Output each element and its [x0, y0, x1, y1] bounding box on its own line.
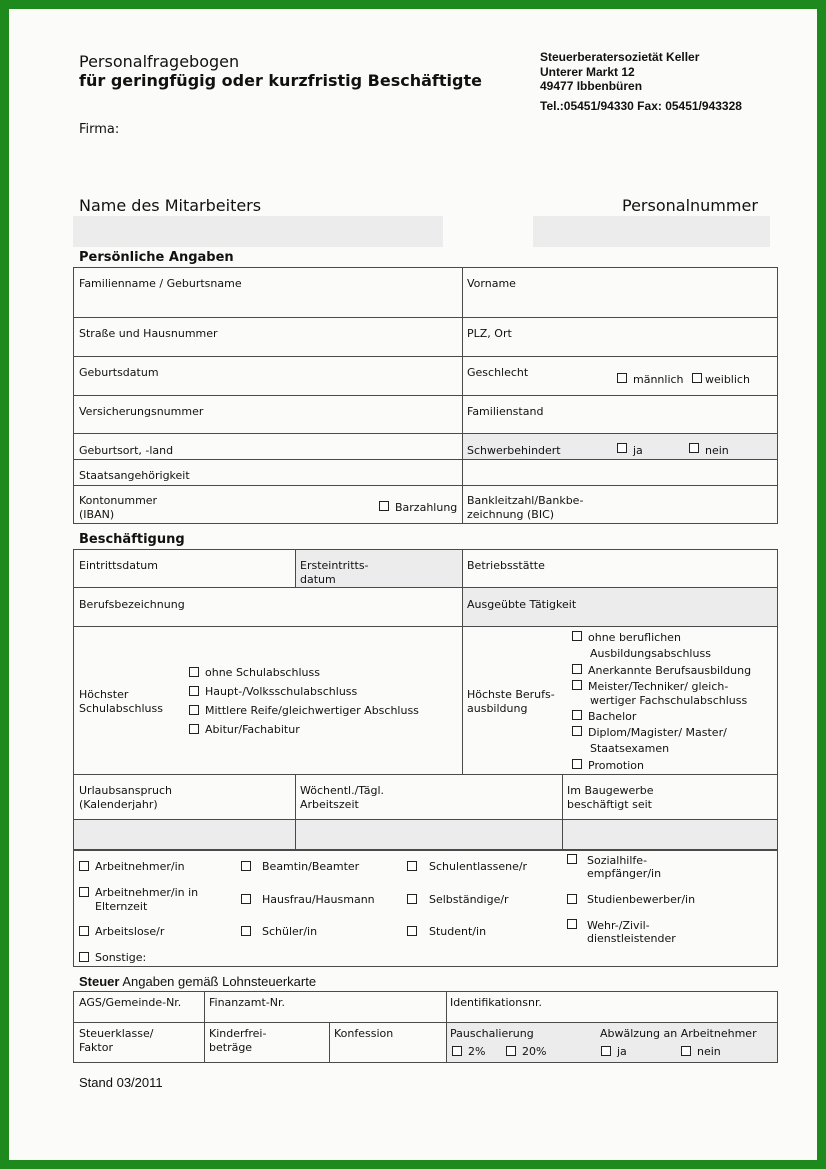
- school-option-checkbox[interactable]: [189, 705, 199, 715]
- form-subtitle: für geringfügig oder kurzfristig Beschäftigte: [79, 71, 482, 90]
- abwaelzung-label: Abwälzung an Arbeitnehmer: [600, 1027, 757, 1040]
- student-checkbox[interactable]: [407, 926, 417, 936]
- versicherungsnummer-label: Versicherungsnummer: [79, 405, 204, 418]
- wehrdienst-label-2: dienstleistender: [587, 932, 676, 945]
- vocational-option-label: Diplom/Magister/ Master/: [588, 726, 727, 739]
- barzahlung-checkbox[interactable]: [379, 501, 389, 511]
- schwerbehindert-ja-checkbox[interactable]: [617, 443, 627, 453]
- geschlecht-label: Geschlecht: [467, 366, 529, 379]
- stand-label: Stand 03/2011: [79, 1075, 163, 1090]
- schwerbehindert-ja-label: ja: [633, 444, 643, 457]
- selbstaendige-checkbox[interactable]: [407, 894, 417, 904]
- maennlich-label: männlich: [633, 373, 684, 386]
- studienbewerber-label: Studienbewerber/in: [587, 893, 696, 906]
- hours-input-row[interactable]: [74, 819, 777, 849]
- vocational-option-label: Promotion: [588, 759, 644, 772]
- beamtin-checkbox[interactable]: [241, 861, 251, 871]
- pauschal-2-checkbox[interactable]: [452, 1046, 462, 1056]
- baugewerbe-label-2: beschäftigt seit: [567, 798, 652, 811]
- pauschalierung-label: Pauschalierung: [450, 1027, 534, 1040]
- finanzamt-label: Finanzamt-Nr.: [209, 996, 286, 1009]
- vocational-option-checkbox[interactable]: [572, 680, 582, 690]
- berufsbezeichnung-label: Berufsbezeichnung: [79, 598, 185, 611]
- beamtin-label: Beamtin/Beamter: [262, 860, 360, 873]
- firm-contact: Tel.:05451/94330 Fax: 05451/943328: [540, 99, 742, 113]
- ags-label: AGS/Gemeinde-Nr.: [79, 996, 182, 1009]
- maennlich-checkbox[interactable]: [617, 373, 627, 383]
- firma-label: Firma:: [79, 122, 120, 137]
- arbeitslose-checkbox[interactable]: [79, 926, 89, 936]
- vocational-option-checkbox[interactable]: [572, 726, 582, 736]
- berufsausbildung-label: Höchste Berufs-: [467, 688, 555, 701]
- strasse-label: Straße und Hausnummer: [79, 327, 218, 340]
- berufsausbildung-label-2: ausbildung: [467, 702, 528, 715]
- school-option-label: ohne Schulabschluss: [205, 666, 320, 679]
- studienbewerber-checkbox[interactable]: [567, 894, 577, 904]
- student-label: Student/in: [429, 925, 487, 938]
- iban-label: (IBAN): [79, 508, 115, 521]
- abwaelzung-ja-checkbox[interactable]: [601, 1046, 611, 1056]
- vocational-option-checkbox[interactable]: [572, 631, 582, 641]
- firm-city: 49477 Ibbenbüren: [540, 79, 643, 93]
- schwerbehindert-nein-label: nein: [705, 444, 729, 457]
- taetigkeit-label: Ausgeübte Tätigkeit: [467, 598, 577, 611]
- vocational-option-label: wertiger Fachschulabschluss: [590, 694, 748, 707]
- arbeitszeit-label: Wöchentl./Tägl.: [300, 784, 385, 797]
- schwerbehindert-nein-checkbox[interactable]: [689, 443, 699, 453]
- eintrittsdatum-label: Eintrittsdatum: [79, 559, 158, 572]
- arbeitnehmer-checkbox[interactable]: [79, 861, 89, 871]
- abwaelzung-nein-label: nein: [697, 1045, 721, 1058]
- personnel-number-field[interactable]: [533, 216, 770, 247]
- school-option-checkbox[interactable]: [189, 686, 199, 696]
- vocational-option-label: ohne beruflichen: [588, 631, 681, 644]
- school-option-label: Mittlere Reife/gleichwertiger Abschluss: [205, 704, 419, 717]
- ersteintritt-label-2: datum: [300, 573, 336, 586]
- employee-name-field[interactable]: [73, 216, 443, 247]
- kinderfreibetraege-label-2: beträge: [209, 1041, 253, 1054]
- form-title: Personalfragebogen: [79, 52, 240, 71]
- hausfrau-checkbox[interactable]: [241, 894, 251, 904]
- personnel-number-label: Personalnummer: [622, 196, 758, 215]
- firm-street: Unterer Markt 12: [540, 65, 635, 79]
- hausfrau-label: Hausfrau/Hausmann: [262, 893, 375, 906]
- employee-name-label: Name des Mitarbeiters: [79, 196, 262, 215]
- tax-section-heading: [79, 974, 316, 990]
- weiblich-label: weiblich: [705, 373, 750, 386]
- baugewerbe-label: Im Baugewerbe: [567, 784, 654, 797]
- school-option-checkbox[interactable]: [189, 667, 199, 677]
- familienstand-label: Familienstand: [467, 405, 544, 418]
- arbeitslose-label: Arbeitslose/r: [95, 925, 165, 938]
- elternzeit-checkbox[interactable]: [79, 887, 89, 897]
- pauschal-20-checkbox[interactable]: [506, 1046, 516, 1056]
- firm-name: Steuerberatersozietät Keller: [540, 50, 700, 64]
- vocational-option-checkbox[interactable]: [572, 710, 582, 720]
- vocational-option-label: Meister/Techniker/ gleich-: [588, 680, 729, 693]
- school-option-label: Abitur/Fachabitur: [205, 723, 300, 736]
- steuerklasse-label-2: Faktor: [79, 1041, 113, 1054]
- schulabschluss-label: Höchster: [79, 688, 129, 701]
- sonstige-checkbox[interactable]: [79, 952, 89, 962]
- tax-heading-bold: Steuer: [79, 974, 120, 989]
- betriebsstaette-label: Betriebsstätte: [467, 559, 545, 572]
- vocational-option-label: Staatsexamen: [590, 742, 670, 755]
- elternzeit-label-2: Elternzeit: [95, 900, 148, 913]
- bic-label: zeichnung (BIC): [467, 508, 555, 521]
- sozialhilfe-label: Sozialhilfe-: [587, 854, 648, 867]
- geburtsort-label: Geburtsort, -land: [79, 444, 174, 457]
- geburtsdatum-label: Geburtsdatum: [79, 366, 159, 379]
- vocational-option-checkbox[interactable]: [572, 759, 582, 769]
- kinderfreibetraege-label: Kinderfrei-: [209, 1027, 267, 1040]
- weiblich-checkbox[interactable]: [692, 373, 702, 383]
- schueler-checkbox[interactable]: [241, 926, 251, 936]
- identifikation-label: Identifikationsnr.: [450, 996, 542, 1009]
- ersteintritt-label: Ersteintritts-: [300, 559, 369, 572]
- wehrdienst-label: Wehr-/Zivil-: [587, 919, 650, 932]
- vorname-label: Vorname: [467, 277, 516, 290]
- steuerklasse-label: Steuerklasse/: [79, 1027, 154, 1040]
- vocational-option-label: Ausbildungsabschluss: [590, 647, 711, 660]
- barzahlung-label: Barzahlung: [395, 501, 458, 514]
- school-option-label: Haupt-/Volksschulabschluss: [205, 685, 358, 698]
- tax-heading-rest: Angaben gemäß Lohnsteuerkarte: [119, 974, 317, 989]
- urlaub-label: Urlaubsanspruch: [79, 784, 172, 797]
- personal-section-heading: Persönliche Angaben: [79, 250, 234, 265]
- vocational-option-label: Anerkannte Berufsausbildung: [588, 664, 752, 677]
- school-option-checkbox[interactable]: [189, 724, 199, 734]
- familienname-label: Familienname / Geburtsname: [79, 277, 242, 290]
- schulentlassene-label: Schulentlassene/r: [429, 860, 528, 873]
- plz-ort-label: PLZ, Ort: [467, 327, 512, 340]
- abwaelzung-nein-checkbox[interactable]: [681, 1046, 691, 1056]
- bankleitzahl-label: Bankleitzahl/Bankbe-: [467, 494, 584, 507]
- vocational-option-checkbox[interactable]: [572, 664, 582, 674]
- kontonummer-label: Kontonummer: [79, 494, 158, 507]
- sonstige-label: Sonstige:: [95, 951, 147, 964]
- pauschal-20-label: 20%: [522, 1045, 547, 1058]
- urlaub-label-2: (Kalenderjahr): [79, 798, 158, 811]
- abwaelzung-ja-label: ja: [617, 1045, 627, 1058]
- schulentlassene-checkbox[interactable]: [407, 861, 417, 871]
- selbstaendige-label: Selbständige/r: [429, 893, 509, 906]
- sozialhilfe-checkbox[interactable]: [567, 854, 577, 864]
- arbeitszeit-label-2: Arbeitszeit: [300, 798, 359, 811]
- form-page: [9, 9, 817, 1160]
- arbeitnehmer-label: Arbeitnehmer/in: [95, 860, 185, 873]
- konfession-label: Konfession: [334, 1027, 394, 1040]
- schulabschluss-label-2: Schulabschluss: [79, 702, 163, 715]
- elternzeit-label: Arbeitnehmer/in in: [95, 886, 199, 899]
- wehrdienst-checkbox[interactable]: [567, 919, 577, 929]
- sozialhilfe-label-2: empfänger/in: [587, 867, 662, 880]
- vocational-option-label: Bachelor: [588, 710, 637, 723]
- employment-section-heading: Beschäftigung: [79, 532, 185, 547]
- pauschal-2-label: 2%: [468, 1045, 486, 1058]
- schwerbehindert-label: Schwerbehindert: [467, 444, 561, 457]
- schueler-label: Schüler/in: [262, 925, 318, 938]
- staatsangehoerigkeit-label: Staatsangehörigkeit: [79, 469, 190, 482]
